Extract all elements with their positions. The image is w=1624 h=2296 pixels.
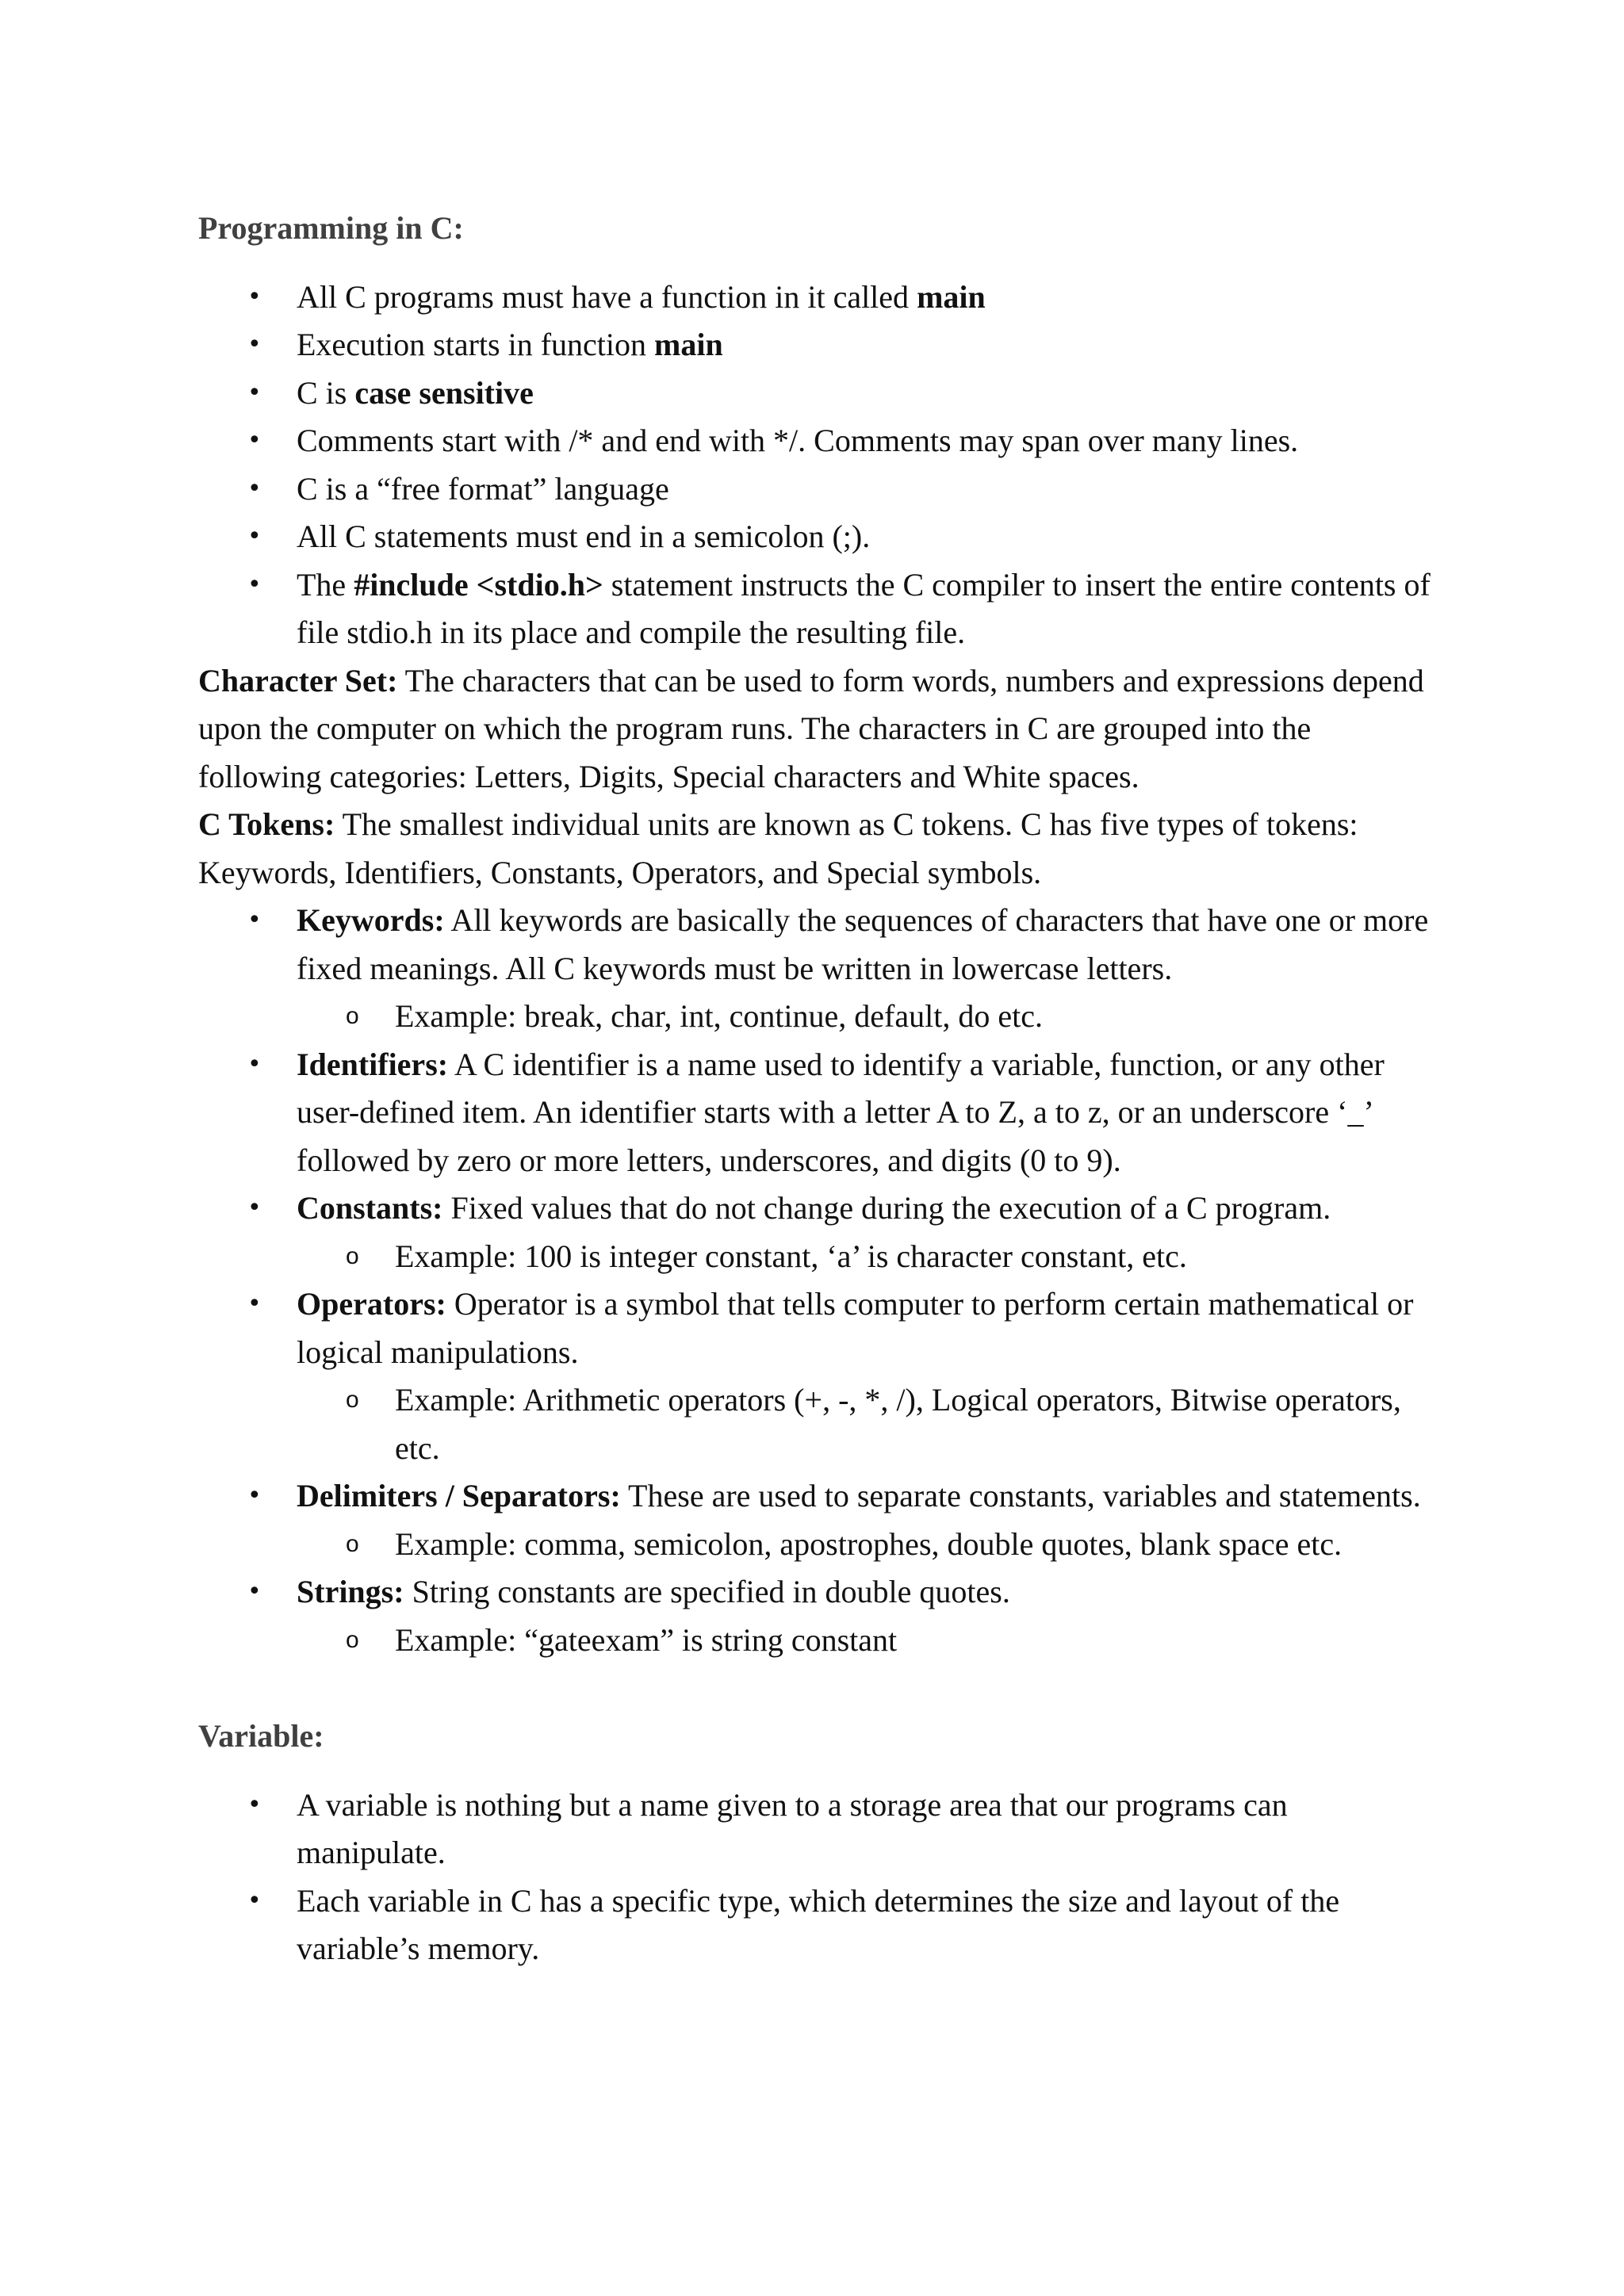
list-item: • Each variable in C has a specific type, which determines the size and layout of the variable’s memory. <box>198 1877 1435 1973</box>
variable-bullet-list <box>198 1781 1435 1973</box>
c-tokens-paragraph: C Tokens: The smallest individual units are known as C tokens. C has five types of tokens: Keywords, Identifiers, Constants, Operators, and Special symbols. <box>198 806 1358 890</box>
sub-list-item: o Example: 100 is integer constant, ‘a’ is character constant, etc. <box>198 1233 1435 1281</box>
list-item-strings: • Strings: String constants are specified in double quotes. <box>198 1568 1435 1617</box>
list-item: • The #include <stdio.h> statement instructs the C compiler to insert the entire contents of file stdio.h in its place and compile the resulting file. <box>198 561 1435 657</box>
sub-list-item: o Example: comma, semicolon, apostrophes, double quotes, blank space etc. <box>198 1521 1435 1569</box>
list-item: • C is a “free format” language <box>198 465 1435 514</box>
list-item: • C is case sensitive <box>198 369 1435 418</box>
c-tokens-label: C Tokens: <box>198 806 335 842</box>
list-item-operators: • Operators: Operator is a symbol that tells computer to perform certain mathematical or logical manipulations. <box>198 1280 1435 1376</box>
list-item: • Comments start with /* and end with */. Comments may span over many lines. <box>198 417 1435 465</box>
tokens-bullet-list <box>198 897 1435 1664</box>
list-item-delimiters: • Delimiters / Separators: These are used to separate constants, variables and statements. <box>198 1472 1435 1521</box>
list-item: • A variable is nothing but a name given to a storage area that our programs can manipulate. <box>198 1781 1435 1877</box>
character-set-paragraph: Character Set: The characters that can be used to form words, numbers and expressions depend upon the computer on which the program runs. The characters in C are grouped into the following categories: Letters, Digits, Special characters and White spaces. <box>198 662 1424 794</box>
sub-list-item: o Example: Arithmetic operators (+, -, *, /), Logical operators, Bitwise operators, etc. <box>198 1376 1435 1472</box>
list-item: • Execution starts in function main <box>198 321 1435 369</box>
list-item-keywords: • Keywords: All keywords are basically the sequences of characters that have one or more fixed meanings. All C keywords must be written in lowercase letters. <box>198 897 1435 993</box>
character-set-label: Character Set: <box>198 662 398 698</box>
document-content <box>198 205 1435 1973</box>
list-item: • All C programs must have a function in it called main <box>198 274 1435 322</box>
section-heading-variable: Variable: <box>198 1718 324 1754</box>
sub-list-item: o Example: break, char, int, continue, default, do etc. <box>198 993 1435 1041</box>
list-item: • All C statements must end in a semicolon (;). <box>198 513 1435 561</box>
list-item-identifiers: • Identifiers: A C identifier is a name used to identify a variable, function, or any other user-defined item. An identifier starts with a letter A to Z, a to z, or an underscore ‘_’ followed by zero or more letters, underscores, and digits (0 to 9). <box>198 1041 1435 1185</box>
sub-list-item: o Example: “gateexam” is string constant <box>198 1617 1435 1665</box>
list-item-constants: • Constants: Fixed values that do not change during the execution of a C program. <box>198 1184 1435 1233</box>
programming-bullet-list <box>198 274 1435 657</box>
section-heading-programming-in-c: Programming in C: <box>198 210 464 246</box>
